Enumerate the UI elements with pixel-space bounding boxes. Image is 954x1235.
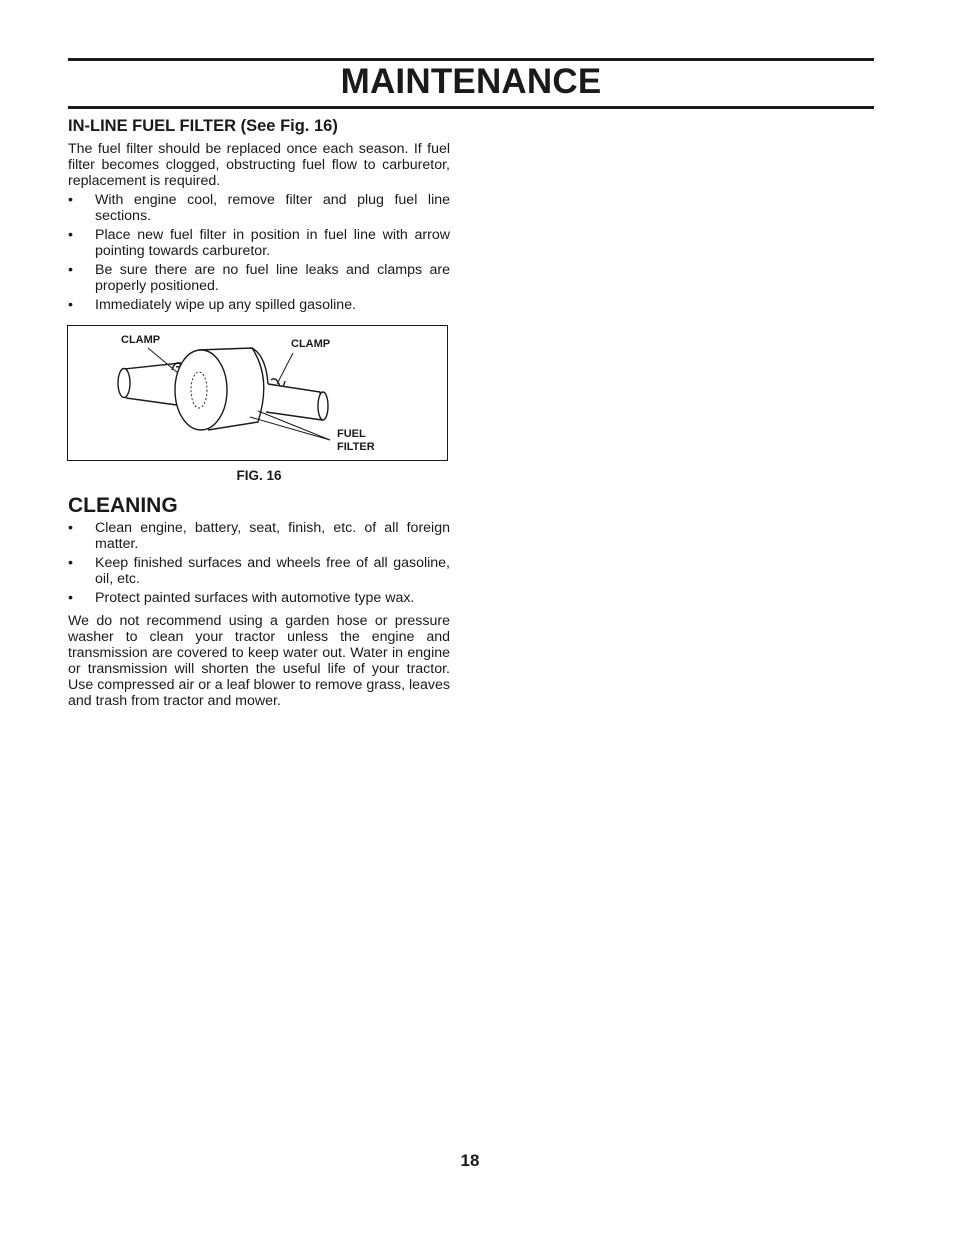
list-item: • Protect painted surfaces with automotive type wax. — [68, 590, 415, 606]
list-item: • With engine cool, remove filter and plug fuel line sections. — [68, 192, 450, 224]
fuel-filter-label: FUEL FILTER — [337, 428, 375, 453]
fuel-filter-steps — [68, 192, 450, 313]
fuel-filter-heading: IN-LINE FUEL FILTER (See Fig. 16) — [68, 117, 338, 135]
cleaning-steps — [68, 520, 450, 606]
list-item: • Clean engine, battery, seat, finish, etc. of all foreign matter. — [68, 520, 450, 552]
list-item: • Be sure there are no fuel line leaks and clamps are properly positioned. — [68, 262, 450, 294]
cleaning-heading: CLEANING — [68, 494, 178, 517]
list-item: • Keep finished surfaces and wheels free of all gasoline, oil, etc. — [68, 555, 450, 587]
fuel-filter-section — [68, 116, 450, 313]
fuel-filter-figure — [67, 325, 448, 461]
fuel-filter-intro: The fuel filter should be replaced once each season. If fuel filter becomes clogged, obstructing fuel flow to carburetor, replacement is required. — [68, 141, 450, 189]
page-number: 18 — [460, 1151, 480, 1170]
header-top-rule — [68, 58, 874, 61]
list-item: • Place new fuel filter in position in fuel line with arrow pointing towards carburetor. — [68, 227, 450, 259]
cleaning-section — [68, 494, 450, 709]
clamp-label-right: CLAMP — [291, 338, 331, 350]
clamp-label-left: CLAMP — [121, 334, 161, 346]
cleaning-paragraph: We do not recommend using a garden hose or pressure washer to clean your tractor unless the engine and transmission are covered to keep water out. Water in engine or transmission will shorten the useful life of your tractor. Use compressed air or a leaf blower to remove grass, leaves and trash from tractor and mower. — [68, 613, 450, 709]
figure-caption: FIG. 16 — [236, 468, 282, 483]
page-title: MAINTENANCE — [340, 62, 602, 101]
header-bottom-rule — [68, 106, 874, 109]
list-item: • Immediately wipe up any spilled gasoline. — [68, 297, 357, 313]
